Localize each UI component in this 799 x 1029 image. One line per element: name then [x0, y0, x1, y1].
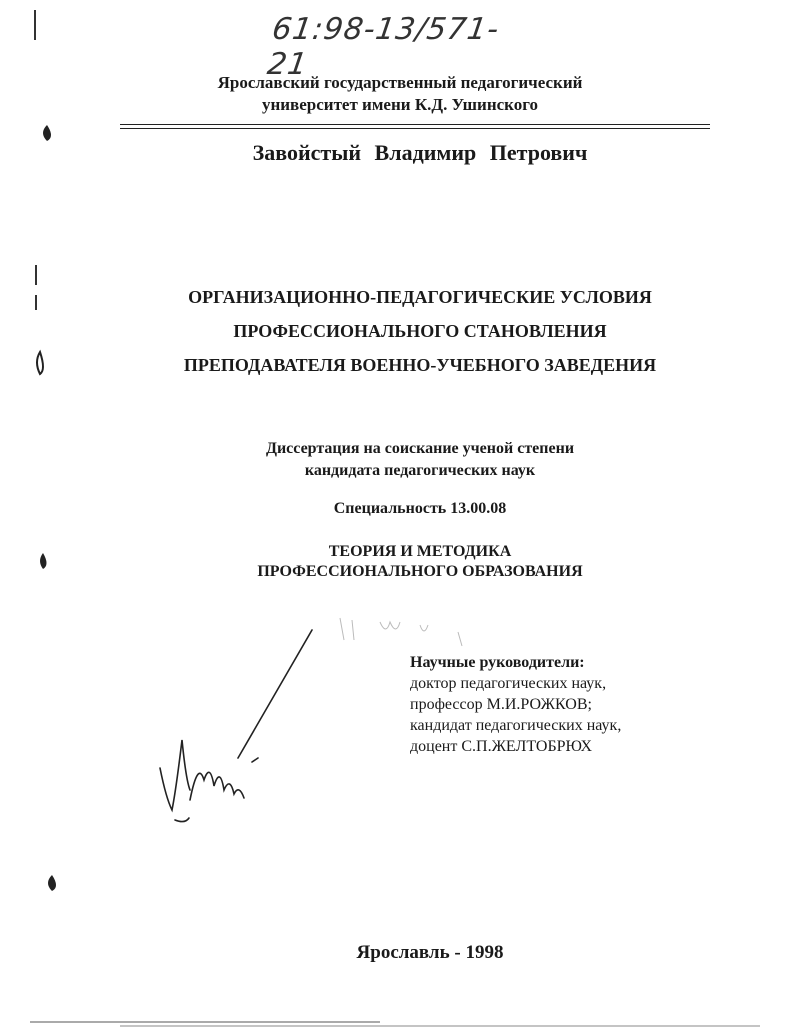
supervisor-line: профессор М.И.РОЖКОВ; — [410, 696, 592, 713]
title-line-1: ОРГАНИЗАЦИОННО-ПЕДАГОГИЧЕСКИЕ УСЛОВИЯ — [188, 287, 652, 307]
author-name: Завойстый Владимир Петрович — [252, 140, 588, 165]
ink-blot — [43, 125, 51, 141]
ink-blot — [37, 352, 43, 374]
title-line-3: ПРЕПОДАВАТЕЛЯ ВОЕННО-УЧЕБНОГО ЗАВЕДЕНИЯ — [183, 355, 657, 375]
faint-bleed — [340, 618, 462, 646]
specialty-code: Специальность 13.00.08 — [333, 500, 507, 517]
degree-line-1: Диссертация на соискание ученой степени — [265, 440, 575, 457]
field-line-1: ТЕОРИЯ И МЕТОДИКА — [328, 543, 512, 560]
archive-code: 61:98-13/571-21 — [265, 12, 502, 82]
ink-blot — [48, 875, 56, 891]
field-line-2: ПРОФЕССИОНАЛЬНОГО ОБРАЗОВАНИЯ — [257, 563, 583, 580]
institution-line-1: Ярославский государственный педагогический — [217, 73, 583, 92]
supervisor-line: доцент С.П.ЖЕЛТОБРЮХ — [410, 738, 593, 755]
title-line-2: ПРОФЕССИОНАЛЬНОГО СТАНОВЛЕНИЯ — [233, 321, 607, 341]
supervisor-line: доктор педагогических наук, — [410, 675, 607, 692]
degree-line-2: кандидата педагогических наук — [304, 462, 536, 479]
supervisor-line: кандидат педагогических наук, — [410, 717, 622, 734]
signature — [160, 630, 312, 822]
supervisors-heading: Научные руководители: — [410, 654, 585, 671]
ink-blot — [40, 553, 47, 569]
place-year: Ярославль - 1998 — [356, 942, 504, 963]
institution-line-2: университет имени К.Д. Ушинского — [261, 95, 539, 114]
